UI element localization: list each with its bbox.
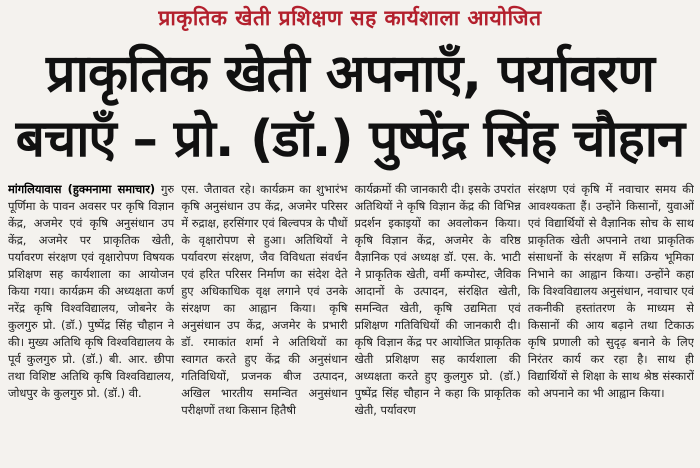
column-1-text: गुरु पूर्णिमा के पावन अवसर पर कृषि विज्ञान केंद्र, अजमेर एवं कृषि अनुसंधान उप केंद्र, अजमेर पर प्राकृतिक खेती, पर्यावरण संरक्षण एवं वृक्षारोपण विषयक प्रशिक्षण सह कार्यशाला का आयोजन किया गया। कार्यक्रम की अध्यक्षता कर्ण नरेंद्र कृषि विश्वविद्यालय, जोबनेर के कुलगुरु प्रो. (डॉ.) पुष्पेंद्र सिंह चौहान ने की। मुख्य अतिथि कृषि विश्वविद्यालय के पूर्व कुलगुरु प्रो. (डॉ.) बी. आर. छीपा तथा विशिष्ट अतिथि कृषि विश्वविद्यालय, जोधपुर के कुलगुरु प्रो. (डॉ.) वी.: [8, 182, 175, 400]
headline-line-2: बचाएँ – प्रो. (डॉ.) पुष्पेंद्र सिंह चौहान: [15, 110, 685, 169]
article-body: [8, 181, 694, 465]
article-kicker: प्राकृतिक खेती प्रशिक्षण सह कार्यशाला आयोजित: [158, 6, 542, 30]
column-1: [8, 181, 174, 465]
column-4: [528, 181, 694, 465]
headline-line-1: प्राकृतिक खेती अपनाएँ, पर्यावरण: [45, 44, 655, 104]
column-2-text: एस. जैतावत रहे। कार्यक्रम का शुभारंभ कृषि अनुसंधान उप केंद्र, अजमेर परिसर में रुद्राक्ष, हरसिंगार एवं बिल्वपत्र के पौधों के वृक्षारोपण से हुआ। अतिथियों ने पर्यावरण संरक्षण, जैव विविधता संवर्धन एवं हरित परिसर निर्माण का संदेश देते हुए अधिकाधिक वृक्ष लगाने एवं उनके संरक्षण का आह्वान किया। कृषि अनुसंधान उप केंद्र, अजमेर के प्रभारी डॉ. रमाकांत शर्मा ने अतिथियों का स्वागत करते हुए केंद्र की अनुसंधान गतिविधियों, प्रजनक बीज उत्पादन, अखिल भारतीय समन्वित अनुसंधान परीक्षणों तथा किसान हितैषी: [181, 182, 348, 417]
column-4-text: संरक्षण एवं कृषि में नवाचार समय की आवश्यकता हैं। उन्होंने किसानों, युवाओं एवं विद्यार्थियों से वैज्ञानिक सोच के साथ प्राकृतिक खेती अपनाने तथा प्राकृतिक संसाधनों के संरक्षण में सक्रिय भूमिका निभाने का आह्वान किया। उन्होंने कहा कि विश्वविद्यालय अनुसंधान, नवाचार एवं तकनीकी हस्तांतरण के माध्यम से किसानों की आय बढ़ाने तथा टिकाऊ कृषि प्रणाली को सुदृढ़ बनाने के लिए निरंतर कार्य कर रहा है। साथ ही विद्यार्थियों से शिक्षा के साथ श्रेष्ठ संस्कारों को अपनाने का भी आह्वान किया।: [527, 182, 694, 400]
column-2: [181, 181, 347, 465]
column-3-text: कार्यक्रमों की जानकारी दी। इसके उपरांत अतिथियों ने कृषि विज्ञान केंद्र की विभिन्न प्रदर्शन इकाइयों का अवलोकन किया। कृषि विज्ञान केंद्र, अजमेर के वरिष्ठ वैज्ञानिक एवं अध्यक्ष डॉ. एस. के. भाटी ने प्राकृतिक खेती, वर्मी कम्पोस्ट, जैविक आदानों के उत्पादन, संरक्षित खेती, समन्वित खेती, कृषि उद्यमिता एवं प्रशिक्षण गतिविधियों की जानकारी दी। कृषि विज्ञान केंद्र पर आयोजित प्राकृतिक खेती प्रशिक्षण सह कार्यशाला की अध्यक्षता करते हुए कुलगुरु प्रो. (डॉ.) पुष्पेंद्र सिंह चौहान ने कहा कि प्राकृतिक खेती, पर्यावरण: [354, 182, 521, 417]
column-3: [355, 181, 521, 465]
dateline: मांगलियावास (हुक्मनामा समाचार): [8, 182, 156, 196]
